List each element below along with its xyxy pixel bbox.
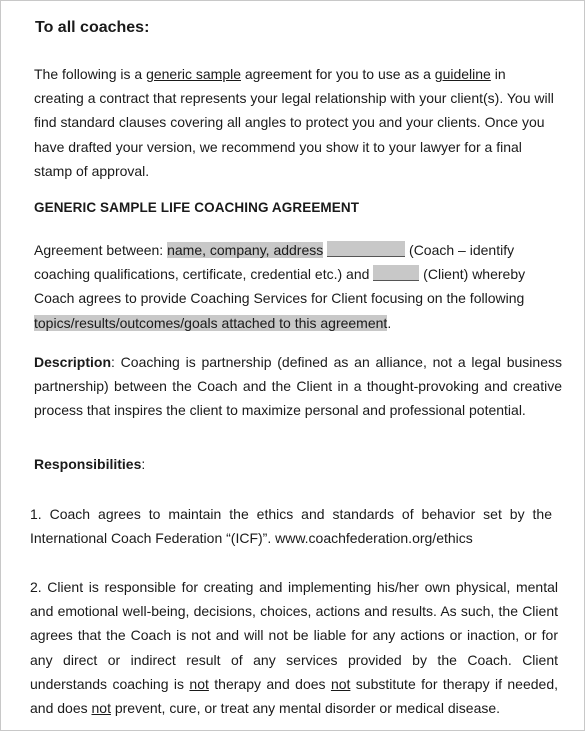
agreement-paragraph	[34, 238, 554, 335]
item2-text-2: therapy and does	[208, 675, 331, 692]
item2-not-1: not	[189, 675, 209, 692]
item2-text-4: prevent, cure, or treat any mental disorder or medical disease.	[110, 700, 501, 717]
page-heading: To all coaches:	[35, 19, 150, 36]
item2-text-3: substitute for therapy if needed, and does	[30, 675, 558, 717]
responsibilities-label: Responsibilities	[34, 456, 142, 472]
item2-not-2: not	[330, 675, 351, 692]
responsibility-item-2	[30, 575, 558, 720]
guideline-link[interactable]: guideline	[434, 66, 491, 82]
coach-blank-field[interactable]	[327, 241, 405, 257]
coach-name-field[interactable]: name, company, address	[167, 242, 324, 258]
intro-text-3: in creating a contract that represents your legal relationship with your client(s). You will find standard clauses covering all angles to protect you and your clients. Once you have drafted your version, we recommend you show it to your lawyer for a final stamp of approval.	[34, 66, 554, 179]
intro-paragraph	[34, 62, 554, 183]
description-label: Description	[34, 354, 112, 370]
agreement-text-4: .	[387, 314, 392, 331]
agreement-text-1: Agreement between:	[34, 242, 168, 258]
description-paragraph	[34, 350, 562, 423]
responsibility-item-1: 1. Coach agrees to maintain the ethics and standards of behavior set by the International Coach Federation “(ICF)”. www.coachfederation.org/ethics	[30, 506, 552, 547]
item2-not-3: not	[91, 700, 111, 717]
responsibilities-colon: :	[141, 456, 146, 472]
intro-text-2: agreement for you to use as a	[241, 66, 435, 82]
intro-text-1: The following is a	[34, 66, 147, 82]
agreement-text-3: (Client) whereby Coach agrees to provide Coaching Services for Client focusing on the following	[34, 266, 526, 307]
responsibilities-heading	[34, 456, 145, 472]
description-text: : Coaching is partnership (defined as an alliance, not a legal business partnership) between the Coach and the Client in a thought-provoking and creative process that inspires the client to maximize personal and professional potential.	[34, 354, 562, 419]
agreement-text-2: (Coach – identify coaching qualifications, certificate, credential etc.) and	[34, 242, 515, 283]
agreement-title: GENERIC SAMPLE LIFE COACHING AGREEMENT	[34, 200, 360, 215]
topics-field[interactable]: topics/results/outcomes/goals attached to this agreement	[34, 314, 388, 331]
generic-sample-link[interactable]: generic sample	[146, 66, 241, 82]
item2-text-1: 2. Client is responsible for creating and implementing his/her own physical, mental and emotional well-being, decisions, choices, actions and results. As such, the Client agrees that the Coach is not and will not be liable for any actions or inaction, or for any direct or indirect result of any services provided by the Coach. Client understands coaching is	[30, 579, 558, 692]
client-blank-field[interactable]	[373, 265, 419, 281]
